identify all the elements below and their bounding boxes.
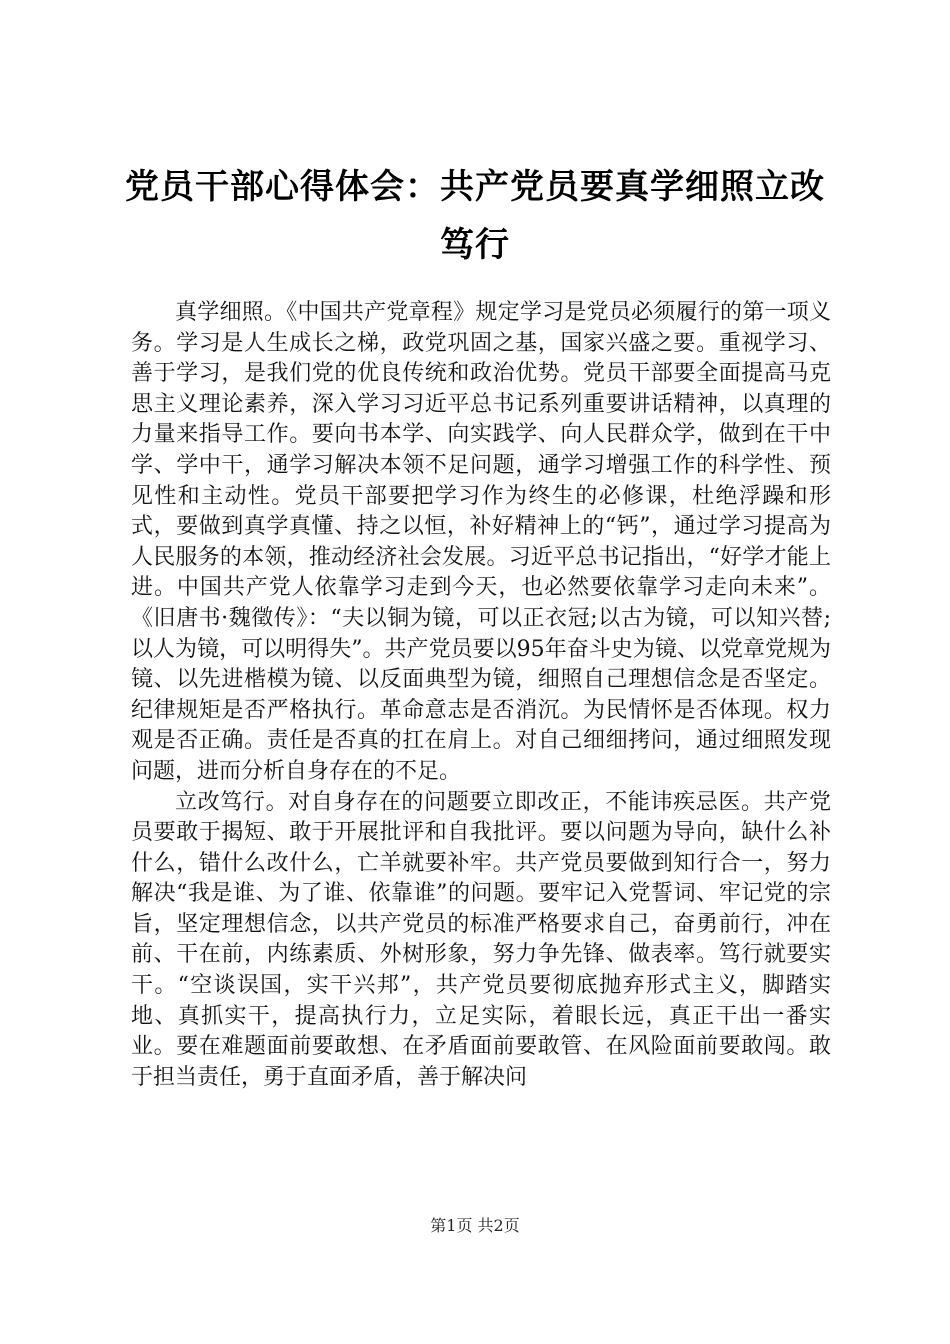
document-title: 党员干部心得体会：共产党员要真学细照立改笃行 xyxy=(125,167,825,265)
page-footer xyxy=(0,1214,950,1238)
paragraph-study-and-reflect: 真学细照。《中国共产党章程》规定学习是党员必须履行的第一项义务。学习是人生成长之梯，政党巩固之基，国家兴盛之要。重视学习、善于学习，是我们党的优良传统和政治优势。党员干部要全面提高马克思主义理论素养，深入学习习近平总书记系列重要讲话精神，以真理的力量来指导工作。要向书本学、向实践学、向人民群众学，做到在干中学、学中干，通学习解决本领不足问题，通学习增强工作的科学性、预见性和主动性。党员干部要把学习作为终生的必修课，杜绝浮躁和形式，要做到真学真懂、持之以恒，补好精神上的“钙”，通过学习提高为人民服务的本领，推动经济社会发展。习近平总书记指出，“好学才能上进。中国共产党人依靠学习走到今天，也必然要依靠学习走向未来”。《旧唐书·魏徵传》：“夫以铜为镜，可以正衣冠;以古为镜，可以知兴替;以人为镜，可以明得失”。共产党员要以95年奋斗史为镜、以党章党规为镜、以先进楷模为镜、以反面典型为镜，细照自己理想信念是否坚定。纪律规矩是否严格执行。革命意志是否消沉。为民情怀是否体现。权力观是否正确。责任是否真的扛在肩上。对自己细细拷问，通过细照发现问题，进而分析自身存在的不足。 xyxy=(131,300,831,784)
paragraph-correct-and-practice: 立改笃行。对自身存在的问题要立即改正，不能讳疾忌医。共产党员要敢于揭短、敢于开展批评和自我批评。要以问题为导向，缺什么补什么，错什么改什么，亡羊就要补牢。共产党员要做到知行合一，努力解决“我是谁、为了谁、依靠谁”的问题。要牢记入党誓词、牢记党的宗旨，坚定理想信念，以共产党员的标准严格要求自己，奋勇前行，冲在前、干在前，内练素质、外树形象，努力争先锋、做表率。笃行就要实干。“空谈误国，实干兴邦”，共产党员要彻底抛弃形式主义，脚踏实地、真抓实干，提高执行力，立足实际，着眼长远，真正干出一番实业。要在难题面前要敢想、在矛盾面前要敢管、在风险面前要敢闯。敢于担当责任，勇于直面矛盾，善于解决问 xyxy=(131,789,831,1090)
document-body xyxy=(131,298,831,1093)
page-indicator: 第1页 共2页 xyxy=(430,1216,520,1235)
